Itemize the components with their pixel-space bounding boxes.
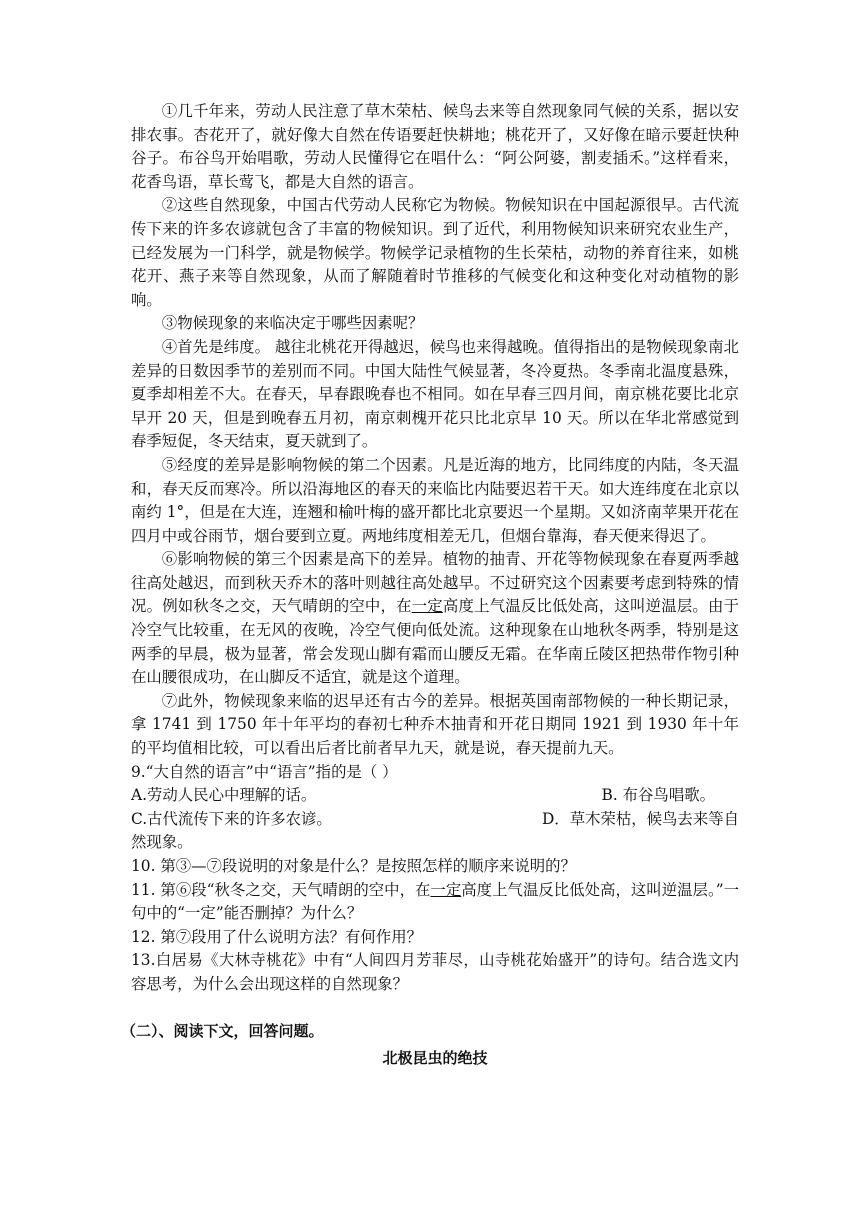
question-11	[131, 879, 739, 926]
question-9-option-d: D．草木荣枯，候鸟去来等自	[541, 809, 739, 828]
question-9-option-d-continued: 然现象。	[131, 833, 193, 852]
question-9-option-c: C.古代流传下来的许多农谚。	[131, 809, 332, 828]
question-9-option-b: B. 布谷鸟唱歌。	[601, 786, 715, 805]
question-12: 12. 第⑦段用了什么说明方法？有何作用？	[131, 927, 423, 946]
paragraph-1: ①几千年来，劳动人民注意了草木荣枯、候鸟去来等自然现象同气候的关系，据以安排农事。杏花开了，就好像大自然在传语要赶快耕地；桃花开了，又好像在暗示要赶快种谷子。布谷鸟开始唱歌，劳动人民懂得它在唱什么：“阿公阿婆，割麦插禾。”这样看来，花香鸟语，草长莺飞，都是大自然的语言。	[131, 102, 739, 191]
article-title: 北极昆虫的绝技	[382, 1049, 488, 1068]
paragraph-4: ④首先是纬度。 越往北桃花开得越迟，候鸟也来得越晚。值得指出的是物候现象南北差异的日数因季节的差别而不同。中国大陆性气候显著，冬冷夏热。冬季南北温度悬殊，夏季却相差不大。在春天，早春跟晚春也不相同。如在早春三四月间，南京桃花要比北京早开 20 天，但是到晚春五月初，南京刺槐开花只比北京早 10 天。所以在华北常感觉到春季短促，冬天结束，夏天就到了。	[131, 337, 739, 451]
question-11-underlined: 一定	[430, 880, 462, 899]
question-9-options-row-1	[131, 784, 739, 808]
question-13: 13.白居易《大林寺桃花》中有“人间四月芳菲尽，山寺桃花始盛开”的诗句。结合选文内容思考，为什么会出现这样的自然现象？	[131, 951, 739, 993]
paragraph-6-text-a: ⑥影响物候的第三个因素是高下的差异。植物的抽青、开花等物候现象在春夏两季越往高处越迟，而到秋天乔木的落叶则越往高处越早。不过研究这个因素要考虑到特殊的情况。例如秋冬之交，天气晴朗的空中，在	[131, 550, 739, 616]
paragraph-7: ⑦此外，物候现象来临的迟早还有古今的差异。根据英国南部物候的一种长期记录，拿 1741 到 1750 年十年平均的春初七种乔木抽青和开花日期同 1921 到 1930 年十年的平均值相比较，可以看出后者比前者早九天，就是说，春天提前九天。	[131, 691, 739, 758]
question-9-options-row-2	[131, 808, 739, 832]
paragraph-6-text-b: 高度上气温反比低处高，这叫逆温层。由于冷空气比较重，在无风的夜晚，冷空气便向低处流。这种现象在山地秋冬两季，特别是这两季的早晨，极为显著，常会发现山脚有霜而山腰反无霜。在华南丘陵区把热带作物引种在山腰很成功，在山脚反不适宜，就是这个道理。	[131, 597, 739, 687]
section-heading: （二）、阅读下文，回答问题。	[121, 1021, 324, 1040]
paragraph-6	[131, 548, 739, 690]
question-9: 9.“大自然的语言”中“语言”指的是（ ）	[131, 762, 398, 781]
paragraph-2: ②这些自然现象，中国古代劳动人民称它为物候。物候知识在中国起源很早。古代流传下来的许多农谚就包含了丰富的物候知识。到了近代，利用物候知识来研究农业生产，已经发展为一门科学，就是物候学。物候学记录植物的生长荣枯，动物的养育往来，如桃花开、燕子来等自然现象，从而了解随着时节推移的气候变化和这种变化对动植物的影响。	[131, 196, 739, 309]
document-body	[121, 100, 739, 1071]
question-11-text-b: 高度上气温反比低处高，这叫逆温层。”一句中的“一定”能否删掉？为什么？	[131, 880, 739, 923]
question-9-option-a: A.劳动人民心中理解的话。	[131, 786, 317, 805]
paragraph-5: ⑤经度的差异是影响物候的第二个因素。凡是近海的地方，比同纬度的内陆，冬天温和，春天反而寒冷。所以沿海地区的春天的来临比内陆要迟若干天。如大连纬度在北京以南约 1°，但是在大连，连翘和榆叶梅的盛开都比北京要迟一个星期。又如济南苹果开花在四月中或谷雨节，烟台要到立夏。两地纬度相差无几，但烟台靠海，春天便来得迟了。	[131, 455, 739, 545]
paragraph-3: ③物候现象的来临决定于哪些因素呢？	[161, 314, 424, 333]
question-11-text-a: 11. 第⑥段“秋冬之交，天气晴朗的空中，在	[131, 880, 431, 899]
paragraph-6-underlined: 一定	[411, 597, 443, 616]
question-10: 10. 第③—⑦段说明的对象是什么？是按照怎样的顺序来说明的？	[131, 857, 576, 875]
